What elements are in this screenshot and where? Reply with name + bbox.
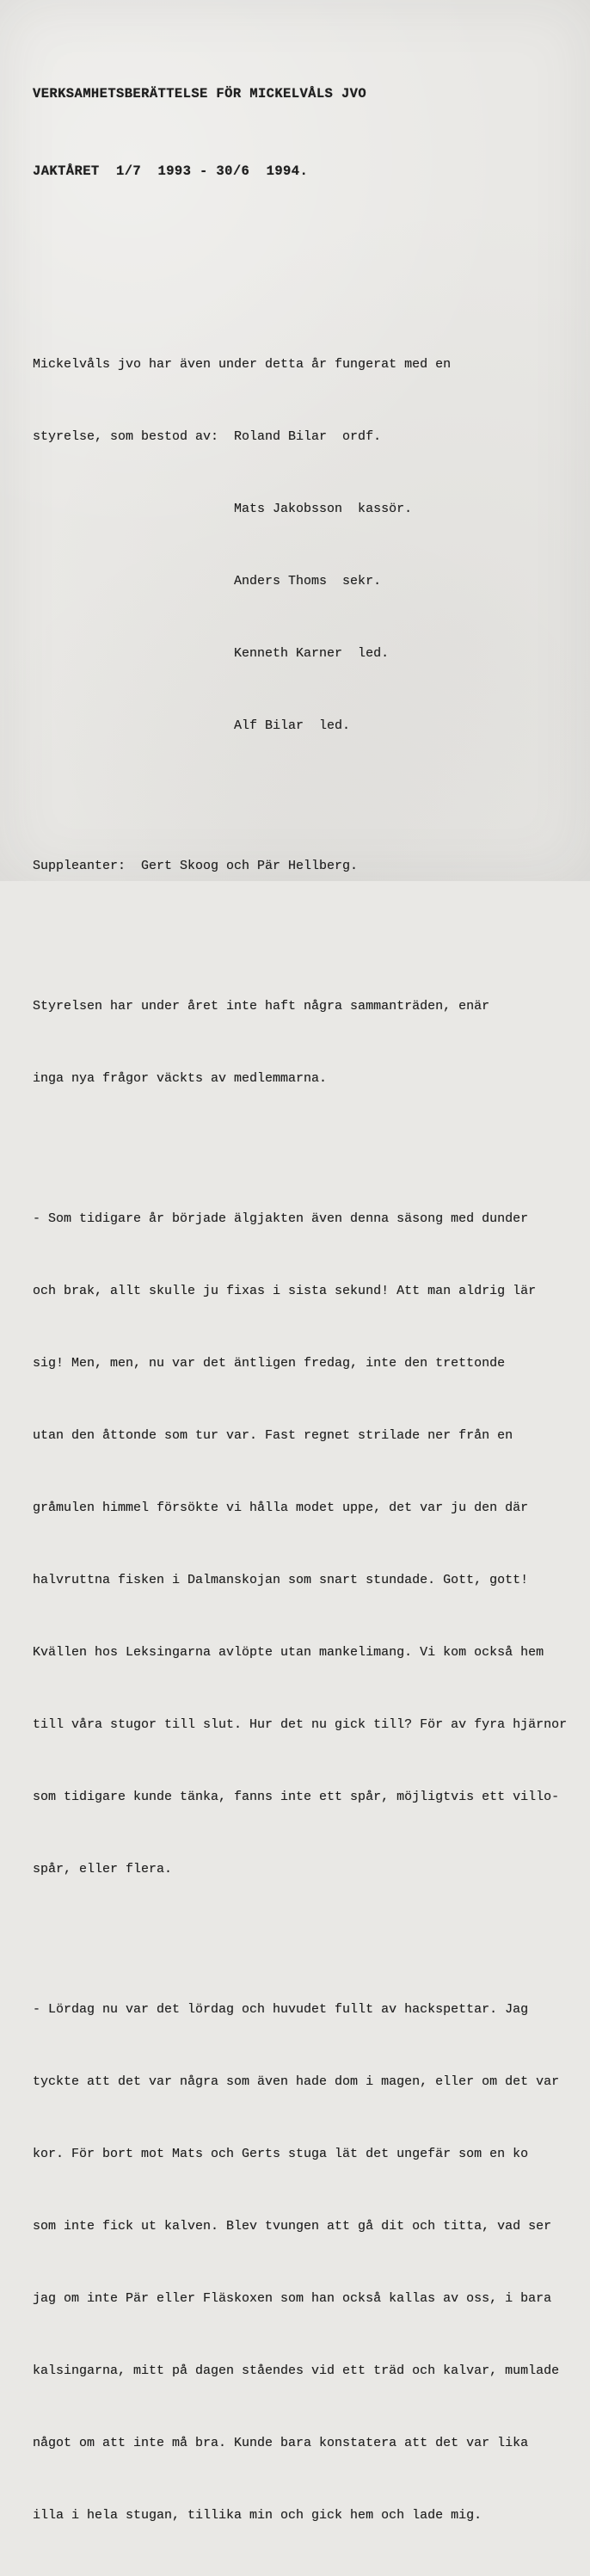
text-line: Kvällen hos Leksingarna avlöpte utan mankelimang. Vi kom också hem (33, 1645, 544, 1660)
board-member-line: Anders Thoms sekr. (33, 574, 382, 589)
text-line: utan den åttonde som tur var. Fast regnet strilade ner från en (33, 1428, 513, 1443)
heading-line-period: JAKTÅRET 1/7 1993 - 30/6 1994. (33, 163, 309, 179)
text-line: halvruttna fisken i Dalmanskojan som snart stundade. Gott, gott! (33, 1573, 529, 1587)
paragraph-meetings (33, 946, 575, 1139)
board-member-line: Kenneth Karner led. (33, 646, 390, 661)
document-heading (33, 29, 575, 236)
text-line: jag om inte Pär eller Fläskoxen som han också kallas av oss, i bara (33, 2291, 552, 2306)
board-member-line: styrelse, som bestod av: Roland Bilar ordf. (33, 429, 382, 444)
paragraph-deputies (33, 806, 575, 927)
text-line: - Som tidigare år började älgjakten även denna säsong med dunder (33, 1211, 529, 1226)
text-line: Suppleanter: Gert Skoog och Pär Hellberg. (33, 859, 359, 873)
text-line: illa i hela stugan, tillika min och gick hem och lade mig. (33, 2508, 482, 2523)
text-line: kalsingarna, mitt på dagen ståendes vid ett träd och kalvar, mumlade (33, 2363, 560, 2378)
heading-line-title: VERKSAMHETSBERÄTTELSE FÖR MICKELVÅLS JVO (33, 86, 367, 102)
text-line: tyckte att det var några som även hade dom i magen, eller om det var (33, 2074, 560, 2089)
board-member-line: Mats Jakobsson kassör. (33, 502, 413, 516)
text-line: sig! Men, men, nu var det äntligen fredag, inte den trettonde (33, 1356, 506, 1371)
text-line: kor. För bort mot Mats och Gerts stuga lät det ungefär som en ko (33, 2147, 529, 2161)
text-line: något om att inte må bra. Kunde bara konstatera att det var lika (33, 2436, 529, 2450)
text-line: - Lördag nu var det lördag och huvudet fullt av hackspettar. Jag (33, 2002, 529, 2017)
text-line: till våra stugor till slut. Hur det nu gick till? För av fyra hjärnor (33, 1717, 568, 1732)
paragraph-friday-story (33, 1159, 575, 1930)
text-line: spår, eller flera. (33, 1862, 173, 1877)
text-line: som tidigare kunde tänka, fanns inte ett spår, möjligtvis ett villo- (33, 1790, 560, 1804)
text-line: Mickelvåls jvo har även under detta år fungerat med en (33, 357, 452, 372)
board-member-line: Alf Bilar led. (33, 718, 351, 733)
text-line: gråmulen himmel försökte vi hålla modet uppe, det var ju den där (33, 1501, 529, 1515)
text-line: och brak, allt skulle ju fixas i sista sekund! Att man aldrig lär (33, 1284, 537, 1298)
paragraph-saturday-story (33, 1950, 575, 2576)
text-line: inga nya frågor väckts av medlemmarna. (33, 1071, 328, 1086)
text-line: Styrelsen har under året inte haft några sammanträden, enär (33, 999, 490, 1014)
paragraph-board (33, 305, 575, 786)
text-line: som inte fick ut kalven. Blev tvungen att gå dit och titta, vad ser (33, 2219, 552, 2234)
